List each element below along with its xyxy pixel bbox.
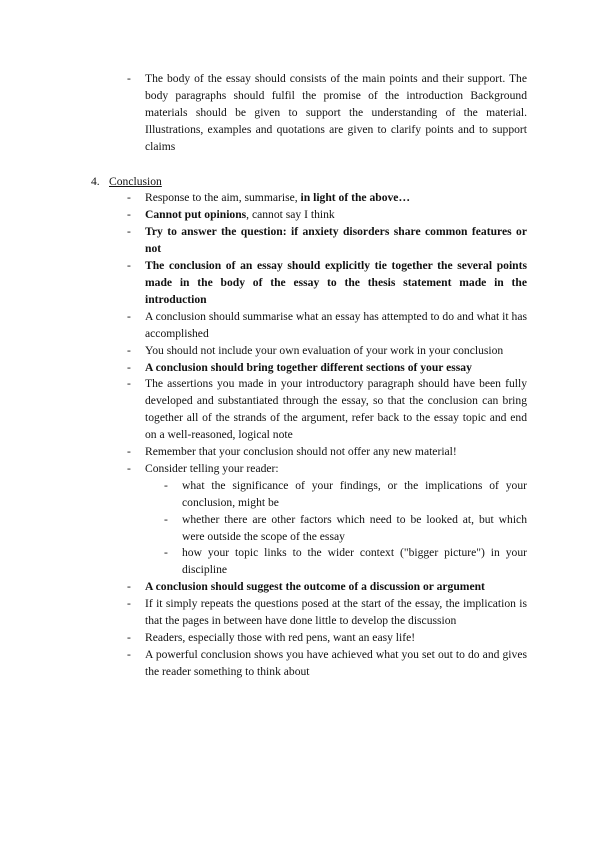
item-text: A conclusion should summarise what an essay has attempted to do and what it has accomplished: [145, 309, 527, 340]
bullet-dash: -: [127, 360, 131, 374]
item-text: Readers, especially those with red pens, want an easy life!: [145, 631, 416, 644]
item-text-bold: in light of the above…: [300, 191, 411, 205]
bullet-dash: -: [127, 377, 131, 391]
item-text: what the significance of your findings, or the implications of your conclusion, might be: [182, 478, 527, 509]
list-item: [127, 376, 527, 444]
bullet-dash: -: [164, 512, 168, 526]
list-item: [127, 360, 527, 377]
item-text: You should not include your own evaluation of your work in your conclusion: [145, 343, 504, 357]
list-item: [127, 461, 527, 478]
list-item: [127, 596, 527, 630]
conclusion-list-continued: [0, 579, 600, 680]
list-item: [127, 630, 527, 647]
item-text: Consider telling your reader:: [145, 461, 279, 475]
bullet-dash: -: [127, 191, 131, 205]
conclusion-sublist: [0, 478, 600, 579]
item-text: Remember that your conclusion should not offer any new material!: [145, 445, 457, 459]
list-item: [127, 343, 527, 360]
bullet-dash: -: [127, 208, 131, 222]
bullet-dash: -: [127, 343, 131, 357]
section-heading: [91, 174, 600, 191]
bullet-dash: -: [127, 461, 131, 475]
list-item: [127, 309, 527, 343]
item-text-bold: A conclusion should bring together different sections of your essay: [145, 360, 472, 374]
list-item: [127, 444, 527, 461]
list-item: [127, 579, 527, 596]
bullet-dash: -: [127, 72, 131, 85]
bullet-dash: -: [164, 546, 168, 560]
item-text-bold: Try to answer the question: if anxiety disorders share common features or not: [145, 225, 527, 256]
item-text: , cannot say I think: [246, 208, 335, 222]
bullet-dash: -: [127, 631, 131, 644]
list-item: [127, 190, 527, 207]
list-item: [127, 647, 527, 681]
sub-list-item: [164, 512, 527, 546]
bullet-dash: -: [127, 225, 131, 239]
bullet-dash: -: [127, 580, 131, 594]
list-item: [127, 224, 527, 258]
bullet-dash: -: [127, 445, 131, 459]
item-text: If it simply repeats the questions posed at the start of the essay, the implication is that the pages in between have done little to develop the discussion: [145, 597, 527, 628]
list-item: [127, 71, 527, 156]
item-text: The body of the essay should consists of the main points and their support. The body paragraphs should fulfil the promise of the introduction Background materials should be given to support the understanding of the material. Illustrations, examples and quotations are given to clarify points and to support claims: [145, 72, 527, 153]
section-title: Conclusion: [109, 174, 162, 188]
item-text: how your topic links to the wider context ("bigger picture") in your discipline: [182, 546, 527, 577]
sub-list-item: [164, 545, 527, 579]
item-text: whether there are other factors which need to be looked at, but which were outside the scope of the essay: [182, 512, 527, 543]
bullet-dash: -: [127, 647, 131, 661]
item-text-bold: Cannot put opinions: [145, 208, 247, 222]
item-text: A powerful conclusion shows you have achieved what you set out to do and gives the reader something to think about: [145, 647, 527, 678]
list-item: [127, 207, 527, 224]
bullet-dash: -: [127, 309, 131, 323]
sub-list-item: [164, 478, 527, 512]
list-item: [127, 258, 527, 309]
item-text-bold: The conclusion of an essay should explicitly tie together the several points made in the body of the essay to the thesis statement made in the introduction: [145, 259, 527, 306]
conclusion-list: [0, 190, 600, 477]
item-text: The assertions you made in your introductory paragraph should have been fully developed and substantiated through the essay, so that the conclusion can bring together all of the strands of the argument, refer back to the essay topic and end on a well-reasoned, logical note: [145, 377, 527, 442]
section-number: 4.: [91, 174, 100, 188]
item-text-bold: A conclusion should suggest the outcome of a discussion or argument: [145, 580, 485, 594]
bullet-dash: -: [164, 478, 168, 492]
bullet-dash: -: [127, 259, 131, 273]
bullet-dash: -: [127, 597, 131, 611]
item-text: Response to the aim, summarise,: [145, 191, 301, 205]
